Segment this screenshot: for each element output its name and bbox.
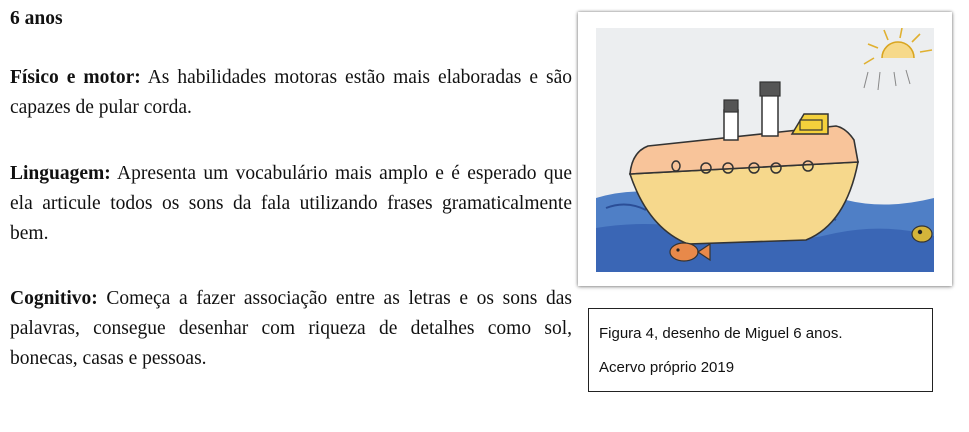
figure-photo-frame <box>578 12 952 286</box>
figure-caption-line2: Acervo próprio 2019 <box>599 359 735 376</box>
ship-drawing <box>596 28 934 272</box>
paragraph-text: As habilidades motoras estão mais elaboradas e são capazes de pular corda. <box>10 67 572 118</box>
paragraph-label: Linguagem: <box>10 163 111 184</box>
paragraph-physical-motor <box>10 63 572 123</box>
section-heading: 6 anos <box>10 8 63 29</box>
paragraph-label: Físico e motor: <box>10 67 141 88</box>
paragraph-text: Apresenta um vocabulário mais amplo e é esperado que ela articule todos os sons da fala utilizando frases gramaticalmente bem. <box>10 163 572 244</box>
paragraph-cognitive <box>10 284 572 374</box>
figure-caption-box <box>588 308 933 392</box>
paragraph-text: Começa a fazer associação entre as letras e os sons das palavras, consegue desenhar com riqueza de detalhes como sol, bonecas, casas e pessoas. <box>10 288 572 369</box>
figure-caption-line1: Figura 4, desenho de Miguel 6 anos. <box>599 325 843 342</box>
child-drawing-image <box>596 28 934 272</box>
paragraph-label: Cognitivo: <box>10 288 98 309</box>
paragraph-language <box>10 159 572 249</box>
